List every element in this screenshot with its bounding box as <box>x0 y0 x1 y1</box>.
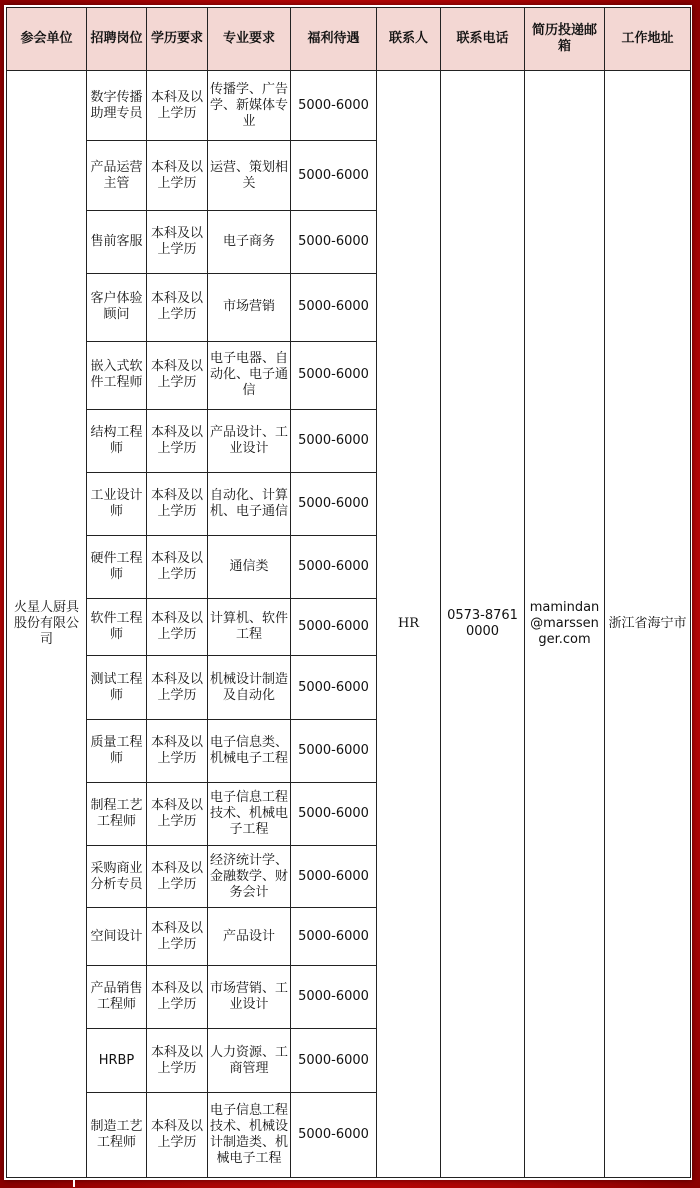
education-cell: 本科及以上学历 <box>147 1092 208 1177</box>
company-cell: 火星人厨具股份有限公司 <box>7 71 87 1178</box>
recruitment-sheet <box>4 5 692 1180</box>
position-cell: 数字传播助理专员 <box>87 71 147 141</box>
education-cell: 本科及以上学历 <box>147 1029 208 1092</box>
position-cell: 客户体验顾问 <box>87 273 147 341</box>
salary-cell: 5000-6000 <box>291 599 377 656</box>
major-cell: 计算机、软件工程 <box>208 599 291 656</box>
salary-cell: 5000-6000 <box>291 409 377 472</box>
position-cell: HRBP <box>87 1029 147 1092</box>
table-row <box>7 71 691 141</box>
salary-cell: 5000-6000 <box>291 473 377 536</box>
salary-cell: 5000-6000 <box>291 141 377 211</box>
recruitment-table <box>6 7 691 1178</box>
major-cell: 电子信息工程技术、机械电子工程 <box>208 782 291 845</box>
header-company: 参会单位 <box>7 8 87 71</box>
education-cell: 本科及以上学历 <box>147 71 208 141</box>
salary-cell: 5000-6000 <box>291 211 377 273</box>
salary-cell: 5000-6000 <box>291 1092 377 1177</box>
major-cell: 自动化、计算机、电子通信 <box>208 473 291 536</box>
position-cell: 硬件工程师 <box>87 536 147 599</box>
education-cell: 本科及以上学历 <box>147 141 208 211</box>
major-cell: 经济统计学、金融数学、财务会计 <box>208 845 291 907</box>
salary-cell: 5000-6000 <box>291 719 377 782</box>
position-cell: 结构工程师 <box>87 409 147 472</box>
job-rows <box>7 71 691 1178</box>
major-cell: 电子商务 <box>208 211 291 273</box>
salary-cell: 5000-6000 <box>291 273 377 341</box>
major-cell: 电子信息工程技术、机械设计制造类、机械电子工程 <box>208 1092 291 1177</box>
header-major: 专业要求 <box>208 8 291 71</box>
major-cell: 传播学、广告学、新媒体专业 <box>208 71 291 141</box>
header-phone: 联系电话 <box>441 8 525 71</box>
education-cell: 本科及以上学历 <box>147 656 208 719</box>
header-row <box>7 8 691 71</box>
education-cell: 本科及以上学历 <box>147 719 208 782</box>
education-cell: 本科及以上学历 <box>147 409 208 472</box>
major-cell: 市场营销 <box>208 273 291 341</box>
position-cell: 软件工程师 <box>87 599 147 656</box>
major-cell: 人力资源、工商管理 <box>208 1029 291 1092</box>
border-tick-mark <box>73 1180 75 1187</box>
position-cell: 采购商业分析专员 <box>87 845 147 907</box>
major-cell: 通信类 <box>208 536 291 599</box>
position-cell: 售前客服 <box>87 211 147 273</box>
education-cell: 本科及以上学历 <box>147 211 208 273</box>
education-cell: 本科及以上学历 <box>147 536 208 599</box>
phone-cell: 0573-87610000 <box>441 71 525 1178</box>
salary-cell: 5000-6000 <box>291 656 377 719</box>
salary-cell: 5000-6000 <box>291 908 377 966</box>
position-cell: 工业设计师 <box>87 473 147 536</box>
education-cell: 本科及以上学历 <box>147 341 208 409</box>
header-position: 招聘岗位 <box>87 8 147 71</box>
salary-cell: 5000-6000 <box>291 782 377 845</box>
address-cell: 浙江省海宁市 <box>605 71 691 1178</box>
email-cell: mamindan@marssenger.com <box>525 71 605 1178</box>
education-cell: 本科及以上学历 <box>147 845 208 907</box>
contact-cell: HR <box>377 71 441 1178</box>
salary-cell: 5000-6000 <box>291 536 377 599</box>
salary-cell: 5000-6000 <box>291 845 377 907</box>
position-cell: 空间设计 <box>87 908 147 966</box>
position-cell: 产品运营主管 <box>87 141 147 211</box>
header-salary: 福利待遇 <box>291 8 377 71</box>
header-contact: 联系人 <box>377 8 441 71</box>
education-cell: 本科及以上学历 <box>147 966 208 1029</box>
position-cell: 质量工程师 <box>87 719 147 782</box>
header-address: 工作地址 <box>605 8 691 71</box>
major-cell: 市场营销、工业设计 <box>208 966 291 1029</box>
position-cell: 嵌入式软件工程师 <box>87 341 147 409</box>
major-cell: 运营、策划相关 <box>208 141 291 211</box>
position-cell: 制造工艺工程师 <box>87 1092 147 1177</box>
major-cell: 机械设计制造及自动化 <box>208 656 291 719</box>
education-cell: 本科及以上学历 <box>147 273 208 341</box>
salary-cell: 5000-6000 <box>291 966 377 1029</box>
major-cell: 产品设计 <box>208 908 291 966</box>
salary-cell: 5000-6000 <box>291 1029 377 1092</box>
salary-cell: 5000-6000 <box>291 71 377 141</box>
education-cell: 本科及以上学历 <box>147 473 208 536</box>
education-cell: 本科及以上学历 <box>147 908 208 966</box>
position-cell: 测试工程师 <box>87 656 147 719</box>
major-cell: 电子信息类、机械电子工程 <box>208 719 291 782</box>
position-cell: 制程工艺工程师 <box>87 782 147 845</box>
major-cell: 电子电器、自动化、电子通信 <box>208 341 291 409</box>
education-cell: 本科及以上学历 <box>147 782 208 845</box>
header-education: 学历要求 <box>147 8 208 71</box>
position-cell: 产品销售工程师 <box>87 966 147 1029</box>
salary-cell: 5000-6000 <box>291 341 377 409</box>
major-cell: 产品设计、工业设计 <box>208 409 291 472</box>
header-email: 简历投递邮箱 <box>525 8 605 71</box>
education-cell: 本科及以上学历 <box>147 599 208 656</box>
